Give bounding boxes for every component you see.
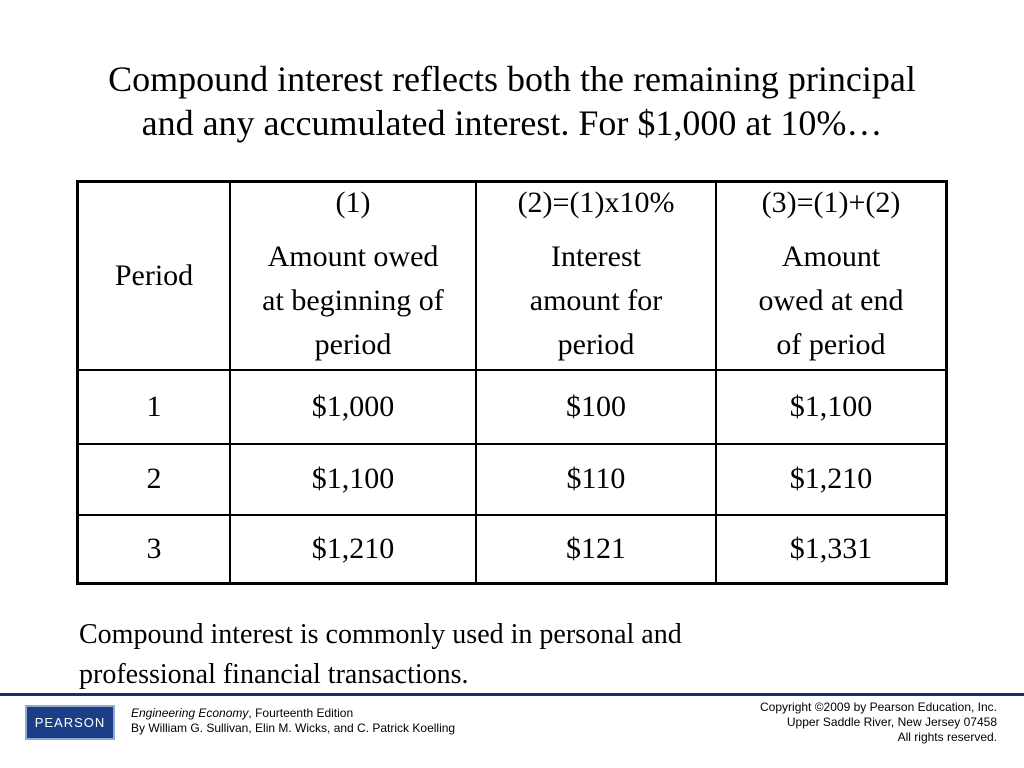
header-period-label: Period [114,258,194,292]
copyright-line-3: All rights reserved. [897,730,997,744]
copyright-line-2: Upper Saddle River, New Jersey 07458 [786,715,997,729]
title-line-1: Compound interest reflects both the remaining principal [108,59,916,99]
header-line: period [314,327,392,361]
header-line: at beginning of [262,283,444,317]
header-formula-2: (2)=(1)x10% [517,185,675,219]
cell-period: 3 [78,515,231,584]
table-row [78,370,947,444]
cell-amount-beginning: $1,100 [230,444,476,514]
cell-amount-end: $1,100 [716,370,947,444]
header-line: Amount owed [267,239,439,273]
header-line: owed at end [758,283,904,317]
header-formula-3: (3)=(1)+(2) [761,185,901,219]
pearson-logo: PEARSON [25,705,115,740]
footnote-text [79,615,859,695]
compound-interest-table [76,180,948,585]
footer-divider [0,693,1024,696]
copyright-notice [760,700,997,745]
table-header-row [78,182,947,370]
cell-amount-end: $1,331 [716,515,947,584]
header-line: Interest [551,239,641,273]
table-row [78,515,947,584]
book-title-line [131,706,455,721]
cell-amount-end: $1,210 [716,444,947,514]
cell-amount-beginning: $1,000 [230,370,476,444]
header-line: of period [776,327,886,361]
book-edition: , Fourteenth Edition [248,706,354,720]
note-line-2: professional financial transactions. [79,659,469,690]
title-line-2: and any accumulated interest. For $1,000 at 10%… [141,103,883,143]
table-row [78,444,947,514]
header-amount-owed-beginning [230,182,476,370]
cell-interest: $110 [476,444,716,514]
note-line-1: Compound interest is commonly used in personal and [79,619,682,650]
cell-period: 1 [78,370,231,444]
header-period [78,182,231,370]
header-formula-1: (1) [335,185,371,219]
header-line: Amount [781,239,881,273]
cell-amount-beginning: $1,210 [230,515,476,584]
slide-title [20,57,1004,145]
cell-interest: $100 [476,370,716,444]
header-line: amount for [529,283,663,317]
cell-interest: $121 [476,515,716,584]
cell-period: 2 [78,444,231,514]
copyright-line-1: Copyright ©2009 by Pearson Education, Inc. [760,700,997,714]
header-interest-amount [476,182,716,370]
header-line: period [557,327,635,361]
header-amount-owed-end [716,182,947,370]
book-title: Engineering Economy [131,706,249,720]
book-citation [131,706,455,736]
book-authors: By William G. Sullivan, Elin M. Wicks, and C. Patrick Koelling [131,721,456,735]
